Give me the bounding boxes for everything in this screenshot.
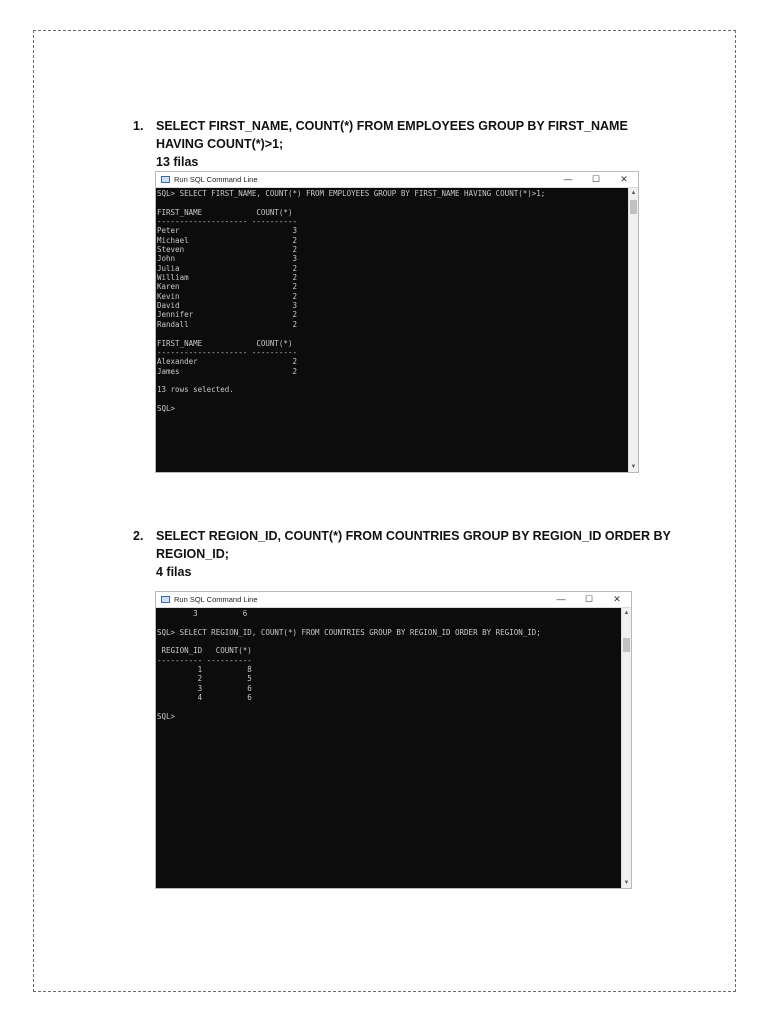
row-count-label: 13 filas: [156, 155, 199, 169]
scrollbar-thumb[interactable]: [623, 638, 630, 652]
scroll-up-arrow-icon[interactable]: ▲: [623, 610, 630, 616]
scrollbar-thumb[interactable]: [630, 200, 637, 214]
close-button[interactable]: ✕: [620, 174, 628, 184]
maximize-button[interactable]: ☐: [591, 174, 601, 184]
window-titlebar[interactable]: [156, 592, 631, 608]
question-sql-text: SELECT FIRST_NAME, COUNT(*) FROM EMPLOYEES GROUP BY FIRST_NAME HAVING COUNT(*)>1;: [156, 119, 628, 151]
scroll-down-arrow-icon[interactable]: ▼: [630, 464, 637, 470]
console-output: 3 6 SQL> SELECT REGION_ID, COUNT(*) FROM COUNTRIES GROUP BY REGION_ID ORDER BY REGION_ID; REGION_ID COUNT(*) ---------- ---------- 1 8 2 5 3 6 4 6 SQL>: [157, 609, 541, 721]
window-titlebar[interactable]: [156, 172, 638, 188]
question-number: 1.: [133, 119, 144, 133]
vertical-scrollbar[interactable]: [628, 188, 638, 472]
scroll-down-arrow-icon[interactable]: ▼: [623, 880, 630, 886]
maximize-button[interactable]: ☐: [584, 594, 594, 604]
minimize-button[interactable]: —: [563, 174, 573, 184]
window-title: Run SQL Command Line: [174, 595, 258, 604]
question-sql-text: SELECT REGION_ID, COUNT(*) FROM COUNTRIES GROUP BY REGION_ID ORDER BY REGION_ID;: [156, 529, 671, 561]
console-output-area[interactable]: [156, 608, 621, 888]
terminal-app-icon: [161, 176, 170, 183]
terminal-app-icon: [161, 596, 170, 603]
question-1: [133, 117, 673, 171]
window-title: Run SQL Command Line: [174, 175, 258, 184]
question-number: 2.: [133, 529, 144, 543]
close-button[interactable]: ✕: [613, 594, 621, 604]
question-2: [133, 527, 673, 581]
console-output-area[interactable]: [156, 188, 628, 472]
console-output: SQL> SELECT FIRST_NAME, COUNT(*) FROM EMPLOYEES GROUP BY FIRST_NAME HAVING COUNT(*)>1; FIRST_NAME COUNT(*) -------------------- ---------- Peter 3 Michael 2 Steven 2 John 3 Julia 2 William 2 Karen 2 Kevin 2 David 3 Jennifer 2 Randall 2 FIRST_NAME COUNT(*) -------------------- ---------- Alexander 2 James 2 13 rows selected. SQL>: [157, 189, 546, 413]
sql-command-line-window[interactable]: [155, 591, 632, 889]
vertical-scrollbar[interactable]: [621, 608, 631, 888]
row-count-label: 4 filas: [156, 565, 192, 579]
minimize-button[interactable]: —: [556, 594, 566, 604]
sql-command-line-window[interactable]: [155, 171, 639, 473]
scroll-up-arrow-icon[interactable]: ▲: [630, 190, 637, 196]
